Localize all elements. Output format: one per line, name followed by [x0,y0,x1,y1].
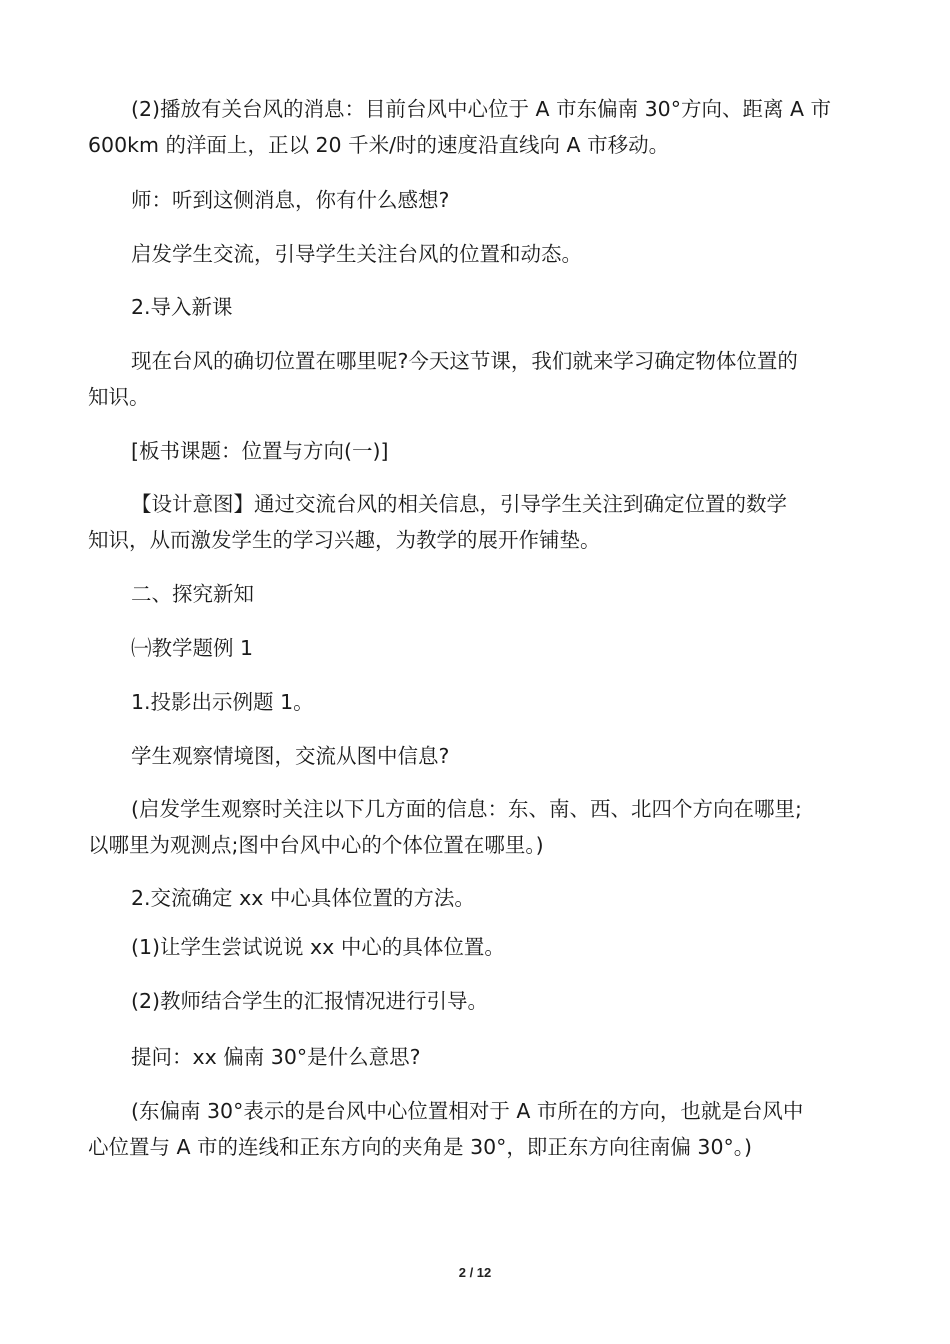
text-line: [板书课题：位置与方向(一)] [131,439,389,463]
text-line: 现在台风的确切位置在哪里呢?今天这节课，我们就来学习确定物体位置的 [131,349,798,373]
text-line: 学生观察情境图，交流从图中信息? [131,744,450,768]
paragraph-observation-hints [88,791,863,863]
section-heading-example-1 [88,630,863,666]
text-line: (启发学生观察时关注以下几方面的信息：东、南、西、北四个方向在哪里; [131,797,802,821]
text-line: 2.导入新课 [131,295,233,319]
paragraph-lesson-intro [88,343,863,415]
paragraph-design-intent [88,486,863,558]
section-heading-explore [88,576,863,612]
text-line: 知识。 [88,385,150,409]
text-line: (2)播放有关台风的消息：目前台风中心位于 A 市东偏南 30°方向、距离 A 市 [131,97,832,121]
paragraph-typhoon-news [88,91,863,163]
paragraph-student-attempt [88,929,863,965]
paragraph-teacher-guidance [88,983,863,1019]
paragraph-board-title [88,433,863,469]
text-line: 600km 的洋面上，正以 20 千米/时的速度沿直线向 A 市移动。 [88,133,670,157]
text-line: (2)教师结合学生的汇报情况进行引导。 [131,989,489,1013]
page-number: 2 / 12 [458,1265,492,1280]
paragraph-observe-scene [88,738,863,774]
text-line: ㈠教学题例 1 [131,636,254,660]
text-line: 提问：xx 偏南 30°是什么意思? [131,1045,421,1069]
text-line: 启发学生交流，引导学生关注台风的位置和动态。 [131,242,582,266]
text-line: (1)让学生尝试说说 xx 中心的具体位置。 [131,935,505,959]
text-line: 以哪里为观测点;图中台风中心的个体位置在哪里。) [88,833,544,857]
paragraph-inspire-discussion [88,236,863,272]
text-line: 知识，从而激发学生的学习兴趣，为教学的展开作铺垫。 [88,528,601,552]
paragraph-project-example [88,684,863,720]
paragraph-teacher-question [88,182,863,218]
paragraph-question-meaning [88,1039,863,1075]
text-line: 二、探究新知 [131,582,254,606]
text-line: 心位置与 A 市的连线和正东方向的夹角是 30°，即正东方向往南偏 30°。) [88,1135,753,1159]
text-line: 师：听到这侧消息，你有什么感想? [131,188,450,212]
text-line: 【设计意图】通过交流台风的相关信息，引导学生关注到确定位置的数学 [131,492,787,516]
paragraph-method-discussion [88,880,863,916]
text-line: 1.投影出示例题 1。 [131,690,314,714]
section-heading-new-lesson [88,289,863,325]
text-line: (东偏南 30°表示的是台风中心位置相对于 A 市所在的方向，也就是台风中 [131,1099,804,1123]
text-line: 2.交流确定 xx 中心具体位置的方法。 [131,886,475,910]
paragraph-explanation [88,1093,863,1165]
